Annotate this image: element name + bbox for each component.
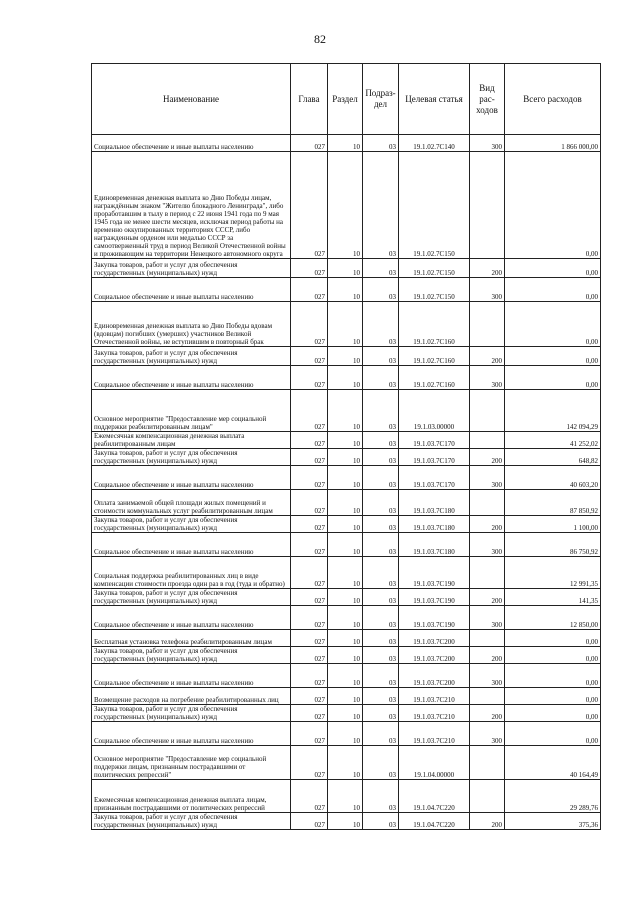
row-total: 0,00 (505, 688, 601, 705)
table-row (92, 516, 601, 533)
row-section: 10 (328, 390, 363, 432)
row-chapter: 027 (291, 135, 328, 152)
row-name: Основное мероприятие "Предоставление мер социальной поддержки лицам, признанным пострадавшими от политических репрессий" (92, 746, 291, 780)
row-subsection: 03 (363, 366, 399, 390)
row-subsection: 03 (363, 780, 399, 813)
row-chapter: 027 (291, 589, 328, 606)
row-target: 19.1.03.7С200 (399, 647, 470, 664)
header-subsection: Подраз-дел (363, 64, 399, 135)
row-expense-type: 200 (470, 647, 505, 664)
row-chapter: 027 (291, 647, 328, 664)
row-subsection: 03 (363, 606, 399, 630)
row-expense-type: 200 (470, 347, 505, 366)
row-chapter: 027 (291, 688, 328, 705)
row-chapter: 027 (291, 705, 328, 722)
row-name: Возмещение расходов на погребение реабилитированных лиц (92, 688, 291, 705)
row-name: Единовременная денежная выплата ко Дню Победы лицам, награждённым знаком "Жителю блокадного Ленинграда", либо проработавшим в тылу в период с 22 июня 1941 года по 9 мая 1945 года не менее шести месяцев, исключая период работы на временно оккупированных территориях СССР, либо награжденным орденом или медалью СССР за самоотверженный труд в период Великой Отечественной войны и проживающим на территории Ненецкого автономного округа (92, 152, 291, 259)
row-total: 141,35 (505, 589, 601, 606)
row-section: 10 (328, 647, 363, 664)
row-section: 10 (328, 557, 363, 589)
row-section: 10 (328, 746, 363, 780)
row-section: 10 (328, 688, 363, 705)
table-row (92, 533, 601, 557)
row-expense-type: 300 (470, 722, 505, 746)
row-subsection: 03 (363, 432, 399, 449)
row-chapter: 027 (291, 259, 328, 278)
row-total: 142 094,29 (505, 390, 601, 432)
row-subsection: 03 (363, 664, 399, 688)
row-expense-type (470, 302, 505, 347)
row-total: 1 866 000,00 (505, 135, 601, 152)
row-subsection: 03 (363, 259, 399, 278)
row-target: 19.1.02.7С140 (399, 135, 470, 152)
row-target: 19.1.03.7С190 (399, 557, 470, 589)
row-total: 86 750,92 (505, 533, 601, 557)
row-section: 10 (328, 278, 363, 302)
row-target: 19.1.02.7С150 (399, 278, 470, 302)
table-row (92, 449, 601, 466)
row-section: 10 (328, 152, 363, 259)
row-target: 19.1.03.7С210 (399, 705, 470, 722)
row-total: 40 164,49 (505, 746, 601, 780)
row-name: Ежемесячная компенсационная денежная выплата лицам, признанным пострадавшими от политических репрессий (92, 780, 291, 813)
row-name: Социальное обеспечение и иные выплаты населению (92, 366, 291, 390)
row-subsection: 03 (363, 813, 399, 830)
row-section: 10 (328, 630, 363, 647)
row-target: 19.1.04.00000 (399, 746, 470, 780)
row-target: 19.1.03.7С180 (399, 490, 470, 516)
row-expense-type (470, 557, 505, 589)
row-name: Закупка товаров, работ и услуг для обеспечения государственных (муниципальных) нужд (92, 347, 291, 366)
row-section: 10 (328, 722, 363, 746)
row-subsection: 03 (363, 152, 399, 259)
row-chapter: 027 (291, 557, 328, 589)
row-section: 10 (328, 347, 363, 366)
row-name: Закупка товаров, работ и услуг для обеспечения государственных (муниципальных) нужд (92, 705, 291, 722)
row-chapter: 027 (291, 664, 328, 688)
row-section: 10 (328, 664, 363, 688)
row-subsection: 03 (363, 278, 399, 302)
row-total: 0,00 (505, 259, 601, 278)
row-chapter: 027 (291, 533, 328, 557)
row-target: 19.1.03.7С180 (399, 533, 470, 557)
row-total: 0,00 (505, 278, 601, 302)
row-name: Закупка товаров, работ и услуг для обеспечения государственных (муниципальных) нужд (92, 516, 291, 533)
row-subsection: 03 (363, 722, 399, 746)
row-name: Социальное обеспечение и иные выплаты населению (92, 533, 291, 557)
row-name: Социальное обеспечение и иные выплаты населению (92, 722, 291, 746)
row-name: Социальная поддержка реабилитированных лиц в виде компенсации стоимости проезда один раз в год (туда и обратно) (92, 557, 291, 589)
row-subsection: 03 (363, 449, 399, 466)
row-section: 10 (328, 533, 363, 557)
table-header-row (92, 64, 601, 135)
row-expense-type: 300 (470, 278, 505, 302)
row-expense-type (470, 630, 505, 647)
row-name: Социальное обеспечение и иные выплаты населению (92, 664, 291, 688)
row-name: Оплата занимаемой общей площади жилых помещений и стоимости коммунальных услуг реабилитированным лицам (92, 490, 291, 516)
table-row (92, 152, 601, 259)
row-name: Социальное обеспечение и иные выплаты населению (92, 278, 291, 302)
row-section: 10 (328, 432, 363, 449)
header-target: Целевая статья (399, 64, 470, 135)
row-total: 0,00 (505, 347, 601, 366)
row-name: Закупка товаров, работ и услуг для обеспечения государственных (муниципальных) нужд (92, 647, 291, 664)
table-row (92, 366, 601, 390)
row-name: Закупка товаров, работ и услуг для обеспечения государственных (муниципальных) нужд (92, 259, 291, 278)
row-total: 87 850,92 (505, 490, 601, 516)
row-expense-type: 300 (470, 533, 505, 557)
row-target: 19.1.03.7С210 (399, 688, 470, 705)
row-expense-type (470, 688, 505, 705)
row-total: 41 252,02 (505, 432, 601, 449)
table-row (92, 557, 601, 589)
row-chapter: 027 (291, 813, 328, 830)
row-chapter: 027 (291, 347, 328, 366)
row-expense-type: 300 (470, 466, 505, 490)
table-row (92, 647, 601, 664)
row-expense-type: 300 (470, 664, 505, 688)
row-section: 10 (328, 466, 363, 490)
row-name: Социальное обеспечение и иные выплаты населению (92, 466, 291, 490)
row-target: 19.1.03.7С170 (399, 466, 470, 490)
table-row (92, 722, 601, 746)
row-total: 29 289,76 (505, 780, 601, 813)
row-chapter: 027 (291, 722, 328, 746)
row-section: 10 (328, 606, 363, 630)
row-name: Закупка товаров, работ и услуг для обеспечения государственных (муниципальных) нужд (92, 449, 291, 466)
row-total: 12 991,35 (505, 557, 601, 589)
header-name: Наименование (92, 64, 291, 135)
table-row (92, 705, 601, 722)
row-target: 19.1.04.7С220 (399, 780, 470, 813)
row-total: 0,00 (505, 664, 601, 688)
row-name: Единовременная денежная выплата ко Дню Победы вдовам (вдовцам) погибших (умерших) участников Великой Отечественной войны, не вступившим в повторный брак (92, 302, 291, 347)
row-chapter: 027 (291, 366, 328, 390)
header-section: Раздел (328, 64, 363, 135)
row-total: 1 100,00 (505, 516, 601, 533)
row-chapter: 027 (291, 278, 328, 302)
row-subsection: 03 (363, 557, 399, 589)
row-section: 10 (328, 589, 363, 606)
row-subsection: 03 (363, 746, 399, 780)
row-expense-type: 200 (470, 813, 505, 830)
row-expense-type (470, 490, 505, 516)
row-target: 19.1.02.7С150 (399, 259, 470, 278)
row-target: 19.1.03.7С170 (399, 432, 470, 449)
table-row (92, 490, 601, 516)
row-target: 19.1.03.7С180 (399, 516, 470, 533)
row-expense-type (470, 152, 505, 259)
row-total: 12 850,00 (505, 606, 601, 630)
row-subsection: 03 (363, 490, 399, 516)
row-name: Социальное обеспечение и иные выплаты населению (92, 606, 291, 630)
row-total: 0,00 (505, 630, 601, 647)
row-target: 19.1.03.7С190 (399, 589, 470, 606)
table-row (92, 466, 601, 490)
table-row (92, 780, 601, 813)
row-chapter: 027 (291, 630, 328, 647)
row-total: 0,00 (505, 705, 601, 722)
row-target: 19.1.03.7С190 (399, 606, 470, 630)
row-name: Основное мероприятие "Предоставление мер социальной поддержки реабилитированным лицам" (92, 390, 291, 432)
budget-table (91, 63, 601, 830)
table-row (92, 606, 601, 630)
row-chapter: 027 (291, 490, 328, 516)
table-row (92, 347, 601, 366)
row-subsection: 03 (363, 466, 399, 490)
table-row (92, 688, 601, 705)
row-name: Закупка товаров, работ и услуг для обеспечения государственных (муниципальных) нужд (92, 589, 291, 606)
row-chapter: 027 (291, 606, 328, 630)
row-section: 10 (328, 302, 363, 347)
row-subsection: 03 (363, 390, 399, 432)
table-row (92, 432, 601, 449)
row-expense-type (470, 780, 505, 813)
header-total: Всего расходов (505, 64, 601, 135)
table-row (92, 259, 601, 278)
row-subsection: 03 (363, 630, 399, 647)
row-section: 10 (328, 259, 363, 278)
row-expense-type (470, 390, 505, 432)
row-chapter: 027 (291, 390, 328, 432)
row-name: Социальное обеспечение и иные выплаты населению (92, 135, 291, 152)
row-target: 19.1.03.7С200 (399, 664, 470, 688)
table-row (92, 664, 601, 688)
row-total: 0,00 (505, 152, 601, 259)
table-row (92, 390, 601, 432)
table-row (92, 746, 601, 780)
row-target: 19.1.03.7С200 (399, 630, 470, 647)
row-total: 0,00 (505, 366, 601, 390)
row-expense-type (470, 746, 505, 780)
row-target: 19.1.02.7С160 (399, 302, 470, 347)
row-target: 19.1.03.7С170 (399, 449, 470, 466)
row-subsection: 03 (363, 135, 399, 152)
row-section: 10 (328, 135, 363, 152)
row-subsection: 03 (363, 347, 399, 366)
row-subsection: 03 (363, 647, 399, 664)
row-section: 10 (328, 780, 363, 813)
row-subsection: 03 (363, 533, 399, 557)
row-expense-type: 300 (470, 606, 505, 630)
row-chapter: 027 (291, 466, 328, 490)
row-section: 10 (328, 366, 363, 390)
table-row (92, 589, 601, 606)
row-total: 375,36 (505, 813, 601, 830)
row-target: 19.1.02.7С160 (399, 347, 470, 366)
table-row (92, 813, 601, 830)
row-expense-type: 200 (470, 516, 505, 533)
row-subsection: 03 (363, 589, 399, 606)
row-chapter: 027 (291, 516, 328, 533)
row-section: 10 (328, 490, 363, 516)
row-name: Закупка товаров, работ и услуг для обеспечения государственных (муниципальных) нужд (92, 813, 291, 830)
header-chapter: Глава (291, 64, 328, 135)
row-total: 0,00 (505, 722, 601, 746)
row-chapter: 027 (291, 432, 328, 449)
table-row (92, 135, 601, 152)
row-target: 19.1.02.7С160 (399, 366, 470, 390)
page-number: 82 (314, 32, 326, 46)
row-expense-type: 200 (470, 449, 505, 466)
row-name: Ежемесячная компенсационная денежная выплата реабилитированным лицам (92, 432, 291, 449)
header-expense-type: Вид рас-ходов (470, 64, 505, 135)
row-target: 19.1.03.00000 (399, 390, 470, 432)
row-target: 19.1.03.7С210 (399, 722, 470, 746)
row-chapter: 027 (291, 302, 328, 347)
row-expense-type: 300 (470, 135, 505, 152)
row-section: 10 (328, 449, 363, 466)
row-chapter: 027 (291, 449, 328, 466)
row-chapter: 027 (291, 152, 328, 259)
row-subsection: 03 (363, 688, 399, 705)
table-row (92, 278, 601, 302)
row-total: 40 603,20 (505, 466, 601, 490)
row-expense-type (470, 432, 505, 449)
row-expense-type: 200 (470, 589, 505, 606)
row-target: 19.1.02.7С150 (399, 152, 470, 259)
row-section: 10 (328, 516, 363, 533)
row-name: Бесплатная установка телефона реабилитированным лицам (92, 630, 291, 647)
row-subsection: 03 (363, 516, 399, 533)
row-subsection: 03 (363, 705, 399, 722)
row-total: 0,00 (505, 302, 601, 347)
row-expense-type: 200 (470, 259, 505, 278)
row-expense-type: 200 (470, 705, 505, 722)
row-total: 0,00 (505, 647, 601, 664)
table-row (92, 302, 601, 347)
row-chapter: 027 (291, 746, 328, 780)
row-section: 10 (328, 705, 363, 722)
row-section: 10 (328, 813, 363, 830)
row-target: 19.1.04.7С220 (399, 813, 470, 830)
row-total: 648,82 (505, 449, 601, 466)
row-subsection: 03 (363, 302, 399, 347)
row-chapter: 027 (291, 780, 328, 813)
row-expense-type: 300 (470, 366, 505, 390)
table-row (92, 630, 601, 647)
